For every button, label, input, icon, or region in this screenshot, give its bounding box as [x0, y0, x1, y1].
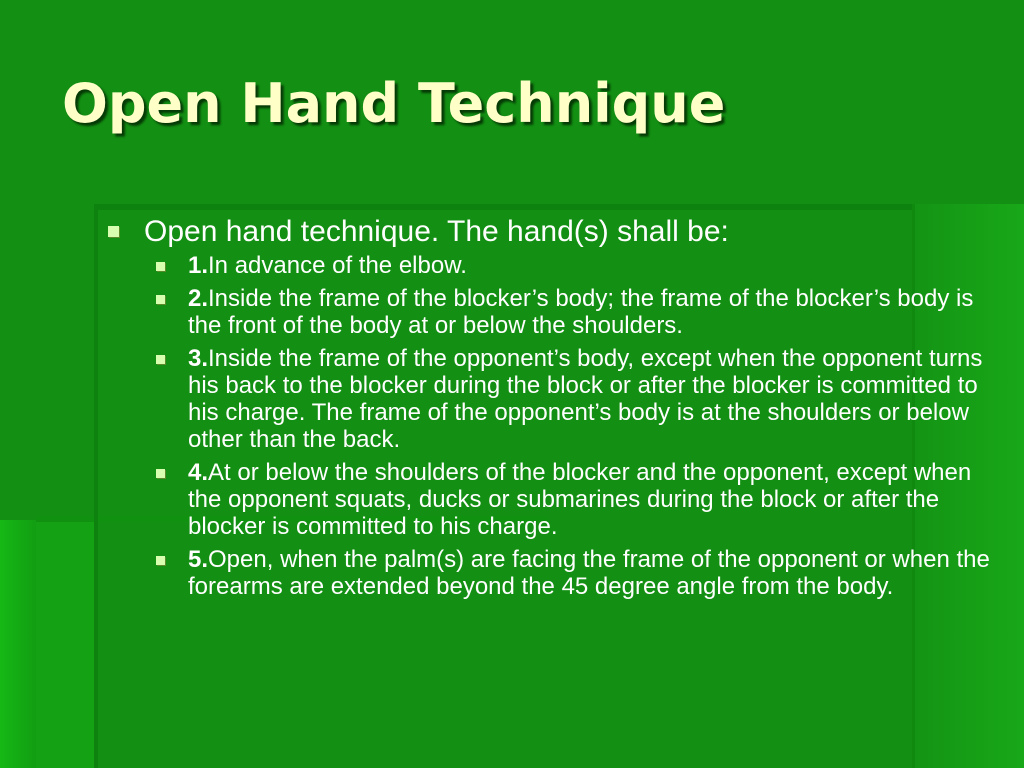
item-number: 2. — [188, 285, 209, 312]
item-text: Open, when the palm(s) are facing the frame of the opponent or when the forearms are extended beyond the 45 degree angle from the body. — [188, 546, 990, 600]
item-number: 4. — [188, 459, 209, 486]
list-item-text — [188, 285, 998, 339]
slide-title: Open Hand Technique — [62, 72, 726, 135]
list-item-text — [188, 252, 467, 279]
square-bullet-icon — [156, 459, 188, 486]
main-bullet-text: Open hand technique. The hand(s) shall be: — [144, 215, 729, 248]
list-item — [156, 345, 998, 453]
decorative-frame-top — [96, 204, 914, 210]
item-text: At or below the shoulders of the blocker and the opponent, except when the opponent squats, ducks or submarines during the block or after the blocker is committed to his charge. — [188, 459, 972, 540]
item-text: Inside the frame of the blocker’s body; the frame of the blocker’s body is the front of the body at or below the shoulders. — [188, 285, 974, 339]
main-bullet — [108, 214, 998, 250]
slide-content — [108, 214, 998, 606]
item-text: In advance of the elbow. — [208, 252, 467, 279]
decorative-strip — [0, 520, 36, 768]
square-bullet-icon — [156, 285, 188, 312]
square-bullet-icon — [156, 345, 188, 372]
square-bullet-icon — [156, 546, 188, 573]
list-item — [156, 459, 998, 540]
item-text: Inside the frame of the opponent’s body, except when the opponent turns his back to the blocker during the block or after the blocker is committed to his charge. The frame of the opponent’s body is at the shoulders or below other than the back. — [188, 345, 983, 453]
square-bullet-icon — [156, 252, 188, 279]
decorative-frame-left — [94, 204, 98, 768]
sub-bullet-list — [156, 252, 998, 600]
item-number: 3. — [188, 345, 209, 372]
list-item-text — [188, 459, 998, 540]
list-item-text — [188, 546, 998, 600]
item-number: 5. — [188, 546, 209, 573]
list-item — [156, 546, 998, 600]
list-item — [156, 285, 998, 339]
list-item — [156, 252, 998, 279]
list-item-text — [188, 345, 998, 453]
item-number: 1. — [188, 252, 209, 279]
decorative-panel — [36, 518, 98, 768]
square-bullet-icon — [108, 214, 144, 250]
